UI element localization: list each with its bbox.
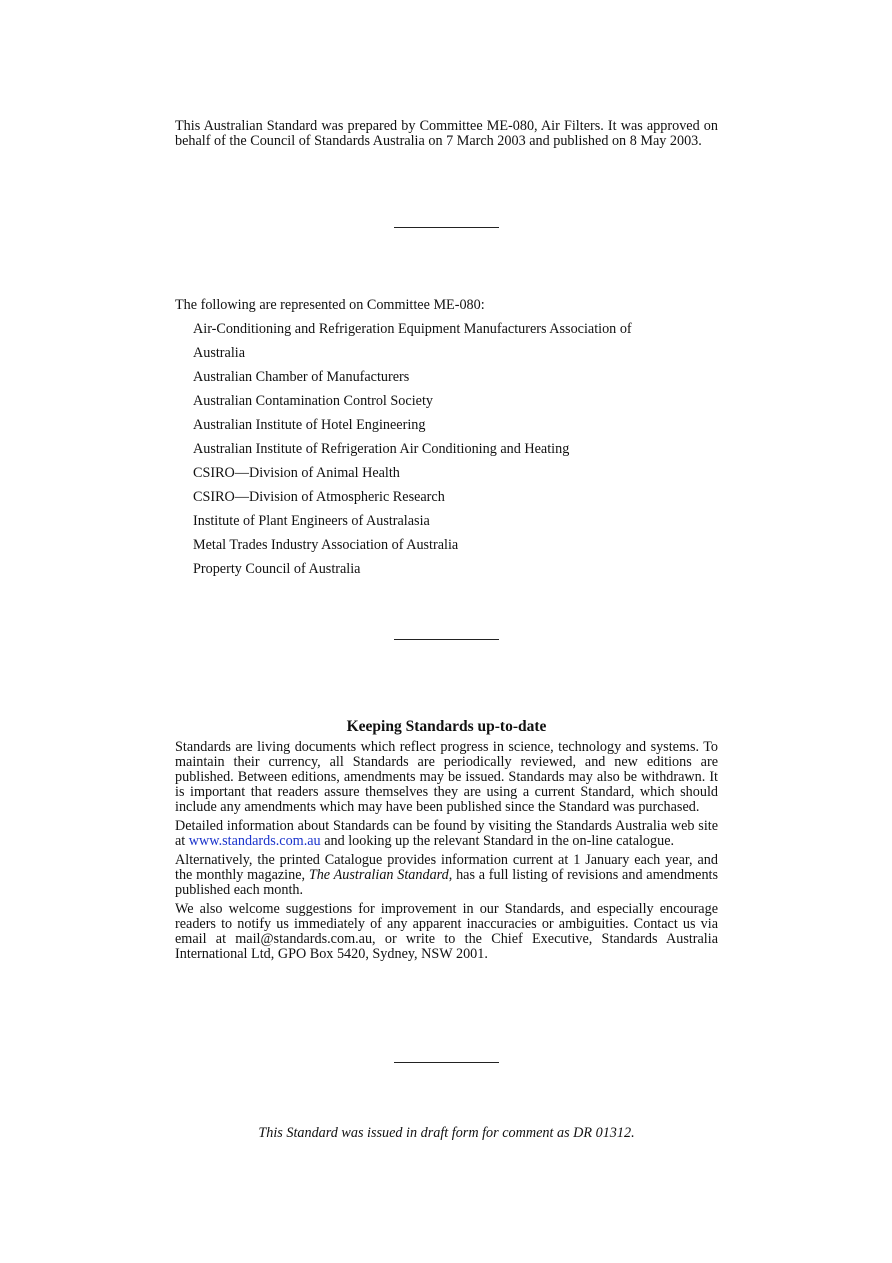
- paragraph-text: and looking up the relevant Standard in the on-line catalogue.: [320, 833, 675, 849]
- list-item: CSIRO—Division of Atmospheric Research: [193, 489, 445, 505]
- list-item: Australian Institute of Hotel Engineering: [193, 417, 426, 433]
- separator-rule: [394, 227, 499, 228]
- paragraph-website: [175, 819, 718, 849]
- website-link[interactable]: www.standards.com.au: [188, 833, 321, 849]
- paragraph-text: Alternatively, the printed Catalogue provides information current at 1 January each year, and the monthly magazine,: [175, 852, 718, 883]
- list-item: CSIRO—Division of Animal Health: [193, 465, 400, 481]
- list-item: Metal Trades Industry Association of Australia: [193, 537, 459, 553]
- paragraph-living-documents: Standards are living documents which reflect progress in science, technology and systems. To maintain their currency, all Standards are periodically reviewed, and new editions are published. Between editions, amendments may be issued. Standards may also be withdrawn. It is important that readers assure themselves they are using a current Standard, which should include any amendments which may have been published since the Standard was purchased.: [175, 739, 718, 815]
- list-item: Air-Conditioning and Refrigeration Equipment Manufacturers Association of: [193, 321, 632, 337]
- paragraph-text: , has a full listing of revisions and amendments published each month.: [175, 867, 719, 898]
- list-item: Australian Institute of Refrigeration Air Conditioning and Heating: [193, 441, 570, 457]
- committee-member-list: [193, 317, 733, 581]
- paragraph-catalogue: [175, 853, 718, 898]
- paragraph-text: Detailed information about Standards can be found by visiting the Standards Australia web site at: [175, 818, 718, 849]
- list-item: Institute of Plant Engineers of Australasia: [193, 513, 430, 529]
- separator-rule: [394, 639, 499, 640]
- paragraph-suggestions: We also welcome suggestions for improvement in our Standards, and especially encourage readers to notify us immediately of any apparent inaccuracies or ambiguities. Contact us via email at mail@standards.com.au, or write to the Chief Executive, Standards Australia International Ltd, GPO Box 5420, Sydney, NSW 2001.: [175, 901, 718, 962]
- draft-note: This Standard was issued in draft form for comment as DR 01312.: [258, 1125, 635, 1141]
- separator-rule: [394, 1062, 499, 1063]
- list-item: Australian Chamber of Manufacturers: [193, 369, 410, 385]
- committee-heading: The following are represented on Committee ME-080:: [175, 297, 485, 313]
- intro-paragraph: This Australian Standard was prepared by Committee ME-080, Air Filters. It was approved on behalf of the Council of Standards Australia on 7 March 2003 and published on 8 May 2003.: [175, 118, 718, 149]
- magazine-title: The Australian Standard: [308, 867, 449, 883]
- list-item: Australia: [193, 345, 246, 361]
- section-body: [175, 740, 718, 966]
- list-item: Australian Contamination Control Society: [193, 393, 433, 409]
- list-item: Property Council of Australia: [193, 561, 361, 577]
- section-title: Keeping Standards up-to-date: [346, 718, 547, 735]
